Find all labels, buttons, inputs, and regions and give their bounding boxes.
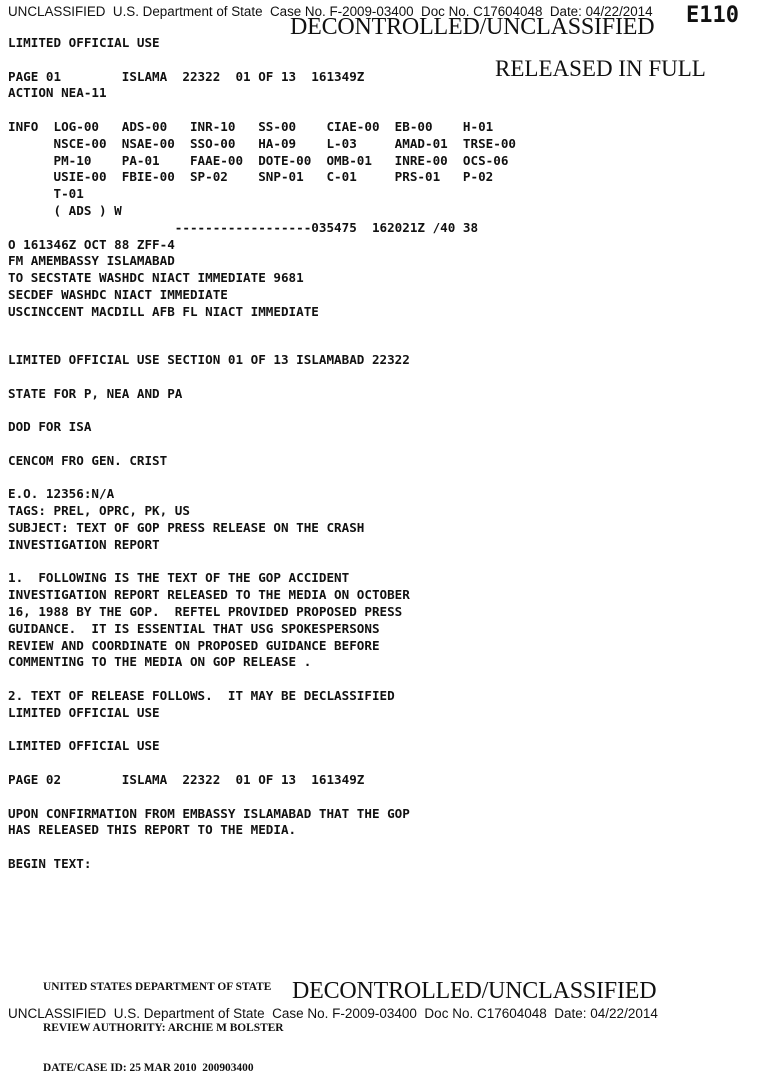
cable-line: PAGE 02 ISLAMA 22322 01 OF 13 161349Z (8, 771, 365, 787)
cable-line: T-01 (8, 186, 84, 202)
review-dept-line: UNITED STATES DEPARTMENT OF STATE (43, 981, 272, 993)
cable-line: BEGIN TEXT: (8, 855, 92, 871)
cable-line: STATE FOR P, NEA AND PA (8, 385, 183, 401)
cable-line: COMMENTING TO THE MEDIA ON GOP RELEASE . (8, 654, 312, 670)
cable-line: ACTION NEA-11 (8, 85, 107, 101)
header-classification-line: UNCLASSIFIED U.S. Department of State Case No. F-2009-03400 Doc No. C17604048 Date: 04/22/2014 (8, 4, 653, 19)
cable-line: GUIDANCE. IT IS ESSENTIAL THAT USG SPOKESPERSONS (8, 620, 380, 636)
cable-line: TAGS: PREL, OPRC, PK, US (8, 503, 190, 519)
cable-line: INFO LOG-00 ADS-00 INR-10 SS-00 CIAE-00 EB-00 H-01 (8, 118, 494, 134)
cable-line: 1. FOLLOWING IS THE TEXT OF THE GOP ACCIDENT (8, 570, 350, 586)
cable-body-block (8, 352, 410, 873)
cable-line: O 161346Z OCT 88 ZFF-4 (8, 236, 175, 252)
cable-line (8, 470, 410, 487)
cable-line: PAGE 01 ISLAMA 22322 01 OF 13 161349Z (8, 68, 365, 84)
cable-line: LIMITED OFFICIAL USE (8, 738, 160, 754)
cable-line: FM AMEMBASSY ISLAMABAD (8, 253, 175, 269)
cable-line (8, 755, 410, 772)
released-in-full-stamp: RELEASED IN FULL (495, 56, 706, 81)
cable-header-block (8, 35, 516, 321)
cable-line: 16, 1988 BY THE GOP. REFTEL PROVIDED PROPOSED PRESS (8, 603, 403, 619)
cable-line: ( ADS ) W (8, 202, 122, 218)
cable-line: INVESTIGATION REPORT (8, 536, 160, 552)
cable-line: REVIEW AND COORDINATE ON PROPOSED GUIDANCE BEFORE (8, 637, 380, 653)
cable-line (8, 102, 516, 119)
cable-line: DOD FOR ISA (8, 419, 92, 435)
cable-line (8, 671, 410, 688)
cable-line: UPON CONFIRMATION FROM EMBASSY ISLAMABAD THAT THE GOP (8, 805, 410, 821)
cable-line: SECDEF WASHDC NIACT IMMEDIATE (8, 286, 228, 302)
cable-line (8, 402, 410, 419)
footer-classification-line: UNCLASSIFIED U.S. Department of State Case No. F-2009-03400 Doc No. C17604048 Date: 04/22/2014 (8, 1006, 658, 1021)
cable-line: INVESTIGATION REPORT RELEASED TO THE MEDIA ON OCTOBER (8, 587, 410, 603)
review-authority-block (43, 954, 284, 1089)
cable-line: USCINCCENT MACDILL AFB FL NIACT IMMEDIATE (8, 303, 319, 319)
decontrolled-stamp-bottom: DECONTROLLED/UNCLASSIFIED (292, 978, 657, 1004)
decontrolled-stamp-top: DECONTROLLED/UNCLASSIFIED (290, 14, 655, 40)
cable-line (8, 369, 410, 386)
cable-line: SUBJECT: TEXT OF GOP PRESS RELEASE ON THE CRASH (8, 519, 365, 535)
cable-line (8, 722, 410, 739)
cable-line: LIMITED OFFICIAL USE (8, 704, 160, 720)
cable-line: 2. TEXT OF RELEASE FOLLOWS. IT MAY BE DECLASSIFIED (8, 687, 395, 703)
cable-line: LIMITED OFFICIAL USE SECTION 01 OF 13 ISLAMABAD 22322 (8, 352, 410, 367)
cable-line: PM-10 PA-01 FAAE-00 DOTE-00 OMB-01 INRE-00 OCS-06 (8, 152, 509, 168)
review-authority-line: REVIEW AUTHORITY: ARCHIE M BOLSTER (43, 1021, 284, 1034)
exemption-code: E110 (686, 3, 739, 28)
cable-line: E.O. 12356:N/A (8, 486, 115, 502)
cable-line (8, 436, 410, 453)
cable-line (8, 52, 516, 69)
cable-line: LIMITED OFFICIAL USE (8, 35, 160, 50)
review-date-line: DATE/CASE ID: 25 MAR 2010 200903400 (43, 1062, 254, 1074)
cable-line (8, 839, 410, 856)
cable-line (8, 554, 410, 571)
cable-line: ------------------035475 162021Z /40 38 (8, 219, 479, 235)
cable-line: HAS RELEASED THIS REPORT TO THE MEDIA. (8, 822, 297, 838)
cable-line: TO SECSTATE WASHDC NIACT IMMEDIATE 9681 (8, 270, 304, 286)
cable-line: USIE-00 FBIE-00 SP-02 SNP-01 C-01 PRS-01 P-02 (8, 169, 494, 185)
cable-line: NSCE-00 NSAE-00 SSO-00 HA-09 L-03 AMAD-01 TRSE-00 (8, 135, 516, 151)
cable-line (8, 789, 410, 806)
cable-line: CENCOM FRO GEN. CRIST (8, 452, 168, 468)
